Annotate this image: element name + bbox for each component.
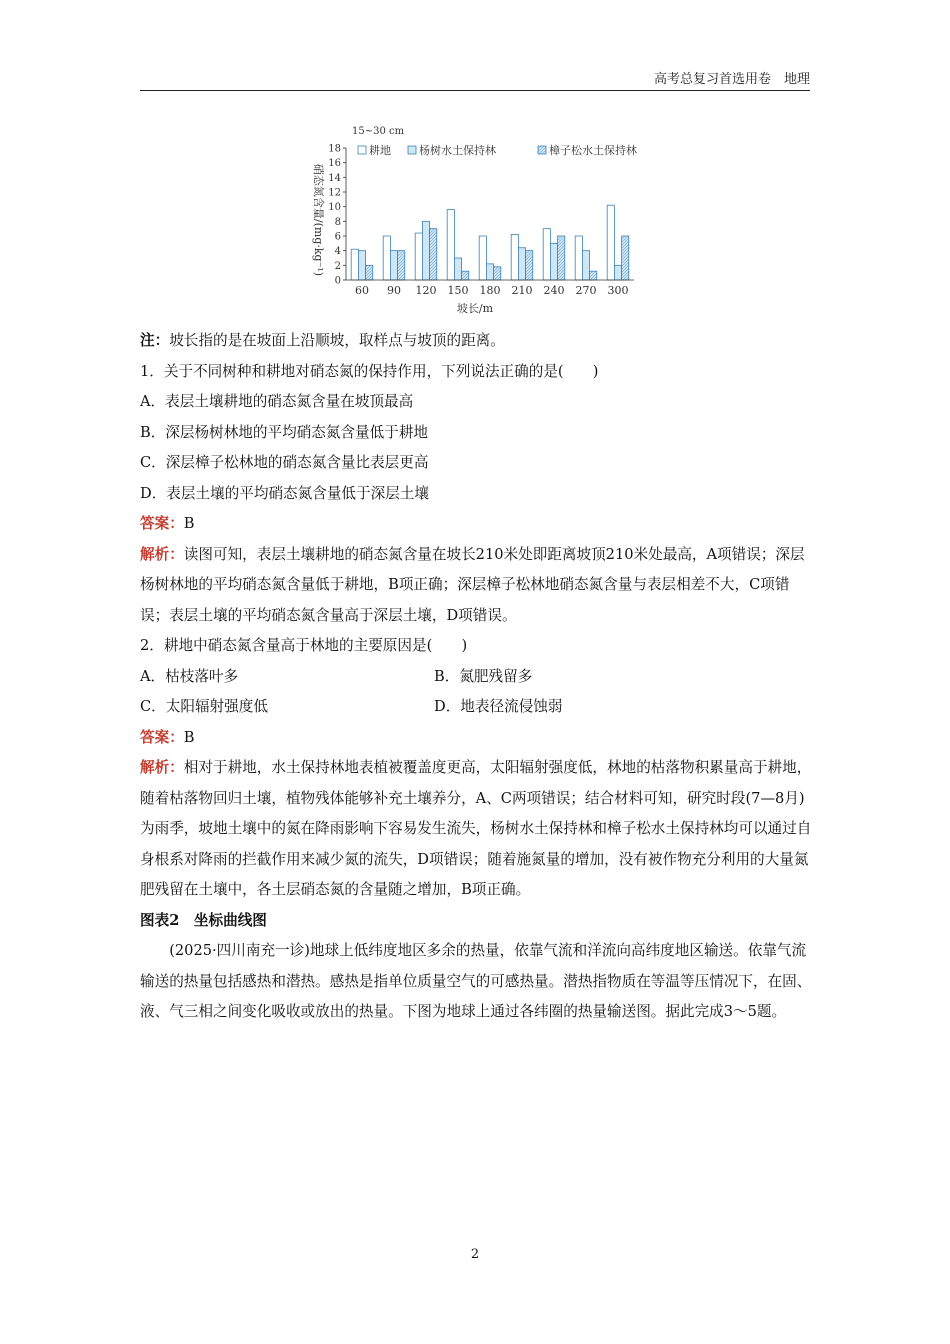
- bar-240-0: [543, 229, 550, 280]
- bar-90-0: [383, 236, 390, 280]
- x-tick-label-240: 240: [543, 284, 565, 297]
- bar-180-1: [486, 264, 493, 280]
- y-tick-label-0: 0: [334, 275, 341, 287]
- bar-90-2: [398, 251, 405, 280]
- q2-option-d: D．地表径流侵蚀弱: [434, 698, 563, 715]
- bars: [351, 205, 629, 280]
- bar-150-0: [447, 210, 454, 280]
- note-label: 注：: [140, 332, 170, 349]
- x-tick-label-120: 120: [415, 284, 437, 297]
- q2-answer-label: 答案：: [140, 728, 184, 746]
- bar-300-2: [622, 236, 629, 280]
- bar-210-1: [518, 248, 525, 280]
- x-tick-label-180: 180: [479, 284, 501, 297]
- chart-svg: [300, 120, 650, 320]
- q2-analysis-text: 相对于耕地，水土保持林地表植被覆盖度更高，太阳辐射强度低，林地的枯落物积累量高于耕地，随着枯落物回归土壤，植物残体能够补充土壤养分，A、C两项错误；结合材料可知，研究时段(7—8月)为雨季，坡地土壤中的氮在降雨影响下容易发生流失，杨树水土保持林和樟子松水土保持林均可以通过自身根系对降雨的拦截作用来减少氮的流失，D项错误；随着施氮量的增加，没有被作物充分利用的大量氮肥残留在土壤中，各土层硝态氮的含量随之增加，B项正确。: [140, 759, 812, 898]
- q2-stem: 2．耕地中硝态氮含量高于林地的主要原因是( ): [140, 637, 468, 654]
- q1-option-b: B．深层杨树林地的平均硝态氮含量低于耕地: [140, 423, 429, 441]
- q1-stem: 1．关于不同树种和耕地对硝态氮的保持作用，下列说法正确的是( ): [140, 362, 599, 380]
- q2-analysis-label: 解析：: [140, 759, 184, 776]
- legend-label-0: 耕地: [369, 144, 391, 157]
- bar-180-2: [494, 267, 501, 280]
- bar-240-1: [550, 243, 557, 280]
- chart-title: 15~30 cm: [352, 126, 405, 137]
- q1-answer-value: B: [183, 515, 195, 532]
- note-text: 坡长指的是在坡面上沿顺坡，取样点与坡顶的距离。: [169, 332, 505, 349]
- x-tick-label-90: 90: [387, 284, 401, 297]
- note: [140, 326, 812, 357]
- bar-120-0: [415, 233, 422, 280]
- q1-analysis-label: 解析：: [140, 545, 184, 563]
- q2-option-a: A．枯枝落叶多: [140, 667, 239, 685]
- y-tick-label-10: 10: [328, 202, 341, 214]
- q2-options-row-2: [140, 692, 812, 723]
- q1-answer: [140, 509, 812, 540]
- bar-150-1: [454, 258, 461, 280]
- bar-210-2: [526, 251, 533, 280]
- bar-270-0: [575, 236, 582, 280]
- bar-180-0: [479, 236, 486, 280]
- x-tick-label-60: 60: [355, 284, 369, 297]
- bar-90-1: [390, 251, 397, 280]
- bar-240-2: [558, 236, 565, 280]
- y-tick-label-6: 6: [334, 231, 341, 243]
- nitrate-bar-chart: [300, 120, 650, 320]
- bar-120-2: [430, 229, 437, 280]
- q2-analysis: [140, 753, 812, 906]
- x-axis: [346, 280, 634, 297]
- section-title: 图表2 坐标曲线图: [140, 911, 267, 929]
- bar-210-0: [511, 235, 518, 280]
- legend-swatch-1: [408, 146, 416, 154]
- y-tick-label-16: 16: [328, 158, 341, 170]
- material-text: (2025·四川南充一诊)地球上低纬度地区多余的热量，依靠气流和洋流向高纬度地区输送。依靠气流输送的热量包括感热和潜热。感热是指单位质量空气的可感热量。潜热指物质在等温等压情况下，在固、液、气三相之间变化吸收或放出的热量。下图为地球上通过各纬圈的热量输送图。据此完成3～5题。: [140, 942, 812, 1020]
- y-tick-label-2: 2: [334, 260, 341, 272]
- y-tick-label-12: 12: [328, 187, 341, 199]
- page-header: 高考总复习首选用卷 地理: [140, 68, 810, 91]
- bar-150-2: [462, 271, 469, 280]
- y-axis-label: 硝态氮含量/(mg·kg⁻¹): [312, 163, 325, 277]
- legend-swatch-0: [358, 146, 366, 154]
- bar-60-0: [351, 249, 358, 280]
- x-axis-label: 坡长/m: [456, 302, 494, 315]
- bar-120-1: [422, 221, 429, 280]
- bar-270-2: [590, 271, 597, 280]
- x-tick-label-270: 270: [575, 284, 597, 297]
- q1-option-d: D．表层土壤的平均硝态氮含量低于深层土壤: [140, 484, 429, 502]
- q2-option-c: C．太阳辐射强度低: [140, 698, 268, 715]
- q1-analysis-text: 读图可知，表层土壤耕地的硝态氮含量在坡长210米处即距离坡顶210米处最高，A项错误；深层杨树林地的平均硝态氮含量低于耕地，B项正确；深层樟子松林地硝态氮含量与表层相差不大，C项错误；表层土壤的平均硝态氮含量高于深层土壤，D项错误。: [140, 545, 805, 624]
- q1-analysis: [140, 540, 812, 632]
- q2-options-row-1: [140, 662, 812, 693]
- q2-option-b: B．氮肥残留多: [434, 667, 533, 685]
- legend-label-1: 杨树水土保持林: [419, 144, 496, 157]
- y-tick-label-14: 14: [328, 172, 341, 184]
- legend-swatch-2: [538, 146, 546, 154]
- y-tick-label-4: 4: [334, 246, 341, 258]
- x-tick-label-150: 150: [447, 284, 469, 297]
- q2-answer-value: B: [183, 728, 195, 746]
- bar-60-1: [358, 251, 365, 280]
- x-tick-label-300: 300: [607, 284, 629, 297]
- q1-option-a: A．表层土壤耕地的硝态氮含量在坡顶最高: [140, 393, 414, 410]
- bar-300-1: [614, 265, 621, 280]
- q1-answer-label: 答案：: [140, 515, 184, 532]
- legend-label-2: 樟子松水土保持林: [549, 144, 637, 157]
- content: [140, 326, 812, 1028]
- y-tick-label-8: 8: [334, 216, 341, 228]
- q2-answer: [140, 723, 812, 754]
- bar-60-2: [366, 265, 373, 280]
- y-tick-label-18: 18: [328, 143, 341, 155]
- bar-300-0: [607, 205, 614, 280]
- y-axis: [328, 144, 346, 287]
- bar-270-1: [582, 251, 589, 280]
- q1-option-c: C．深层樟子松林地的硝态氮含量比表层更高: [140, 454, 429, 471]
- page-number: 2: [470, 1247, 480, 1262]
- chart-legend: [358, 143, 637, 157]
- x-tick-label-210: 210: [511, 284, 533, 297]
